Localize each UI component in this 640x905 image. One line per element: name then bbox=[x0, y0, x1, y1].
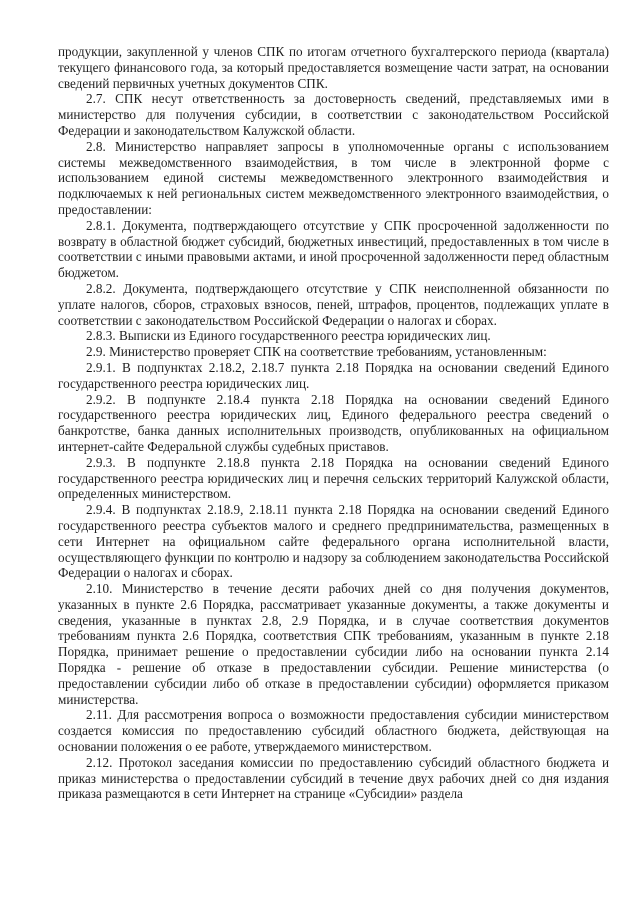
paragraph-2-9-4: 2.9.4. В подпунктах 2.18.9, 2.18.11 пункта 2.18 Порядка на основании сведений Единого государственного реестра субъектов малого и среднего предпринимательства, размещенных в сети Интернет на официальном сайте федерального органа исполнительной власти, осуществляющего функции по контролю и надзору за соблюдением законодательства Российской Федерации о налогах и сборах. bbox=[58, 502, 609, 581]
paragraph-2-10: 2.10. Министерство в течение десяти рабочих дней со дня получения документов, указанных в пункте 2.6 Порядка, рассматривает указанные документы, а также документы и сведения, указанные в пунктах 2.8, 2.9 Порядка, и в случае соответствия документов требованиям пункта 2.6 Порядка, соответствия СПК требованиям, указанным в пункте 2.18 Порядка, принимает решение о предоставлении субсидии либо на основании пункта 2.14 Порядка - решение об отказе в предоставлении субсидии. Решение министерства (о предоставлении субсидии либо об отказе в предоставлении субсидии) оформляется приказом министерства. bbox=[58, 581, 609, 707]
paragraph-2-11: 2.11. Для рассмотрения вопроса о возможности предоставления субсидии министерством создается комиссия по предоставлению субсидий областного бюджета, действующая на основании положения о ее работе, утверждаемого министерством. bbox=[58, 707, 609, 755]
paragraph-2-8: 2.8. Министерство направляет запросы в уполномоченные органы с использованием системы межведомственного взаимодействия, в том числе в электронной форме с использованием единой системы межведомственного электронного взаимодействия и подключаемых к ней региональных систем межведомственного электронного взаимодействия, о предоставлении: bbox=[58, 138, 609, 217]
paragraph-2-9-1: 2.9.1. В подпунктах 2.18.2, 2.18.7 пункта 2.18 Порядка на основании сведений Единого государственного реестра юридических лиц. bbox=[58, 359, 609, 391]
paragraph-continuation: продукции, закупленной у членов СПК по итогам отчетного бухгалтерского периода (квартала) текущего финансового года, за который предоставляется возмещение части затрат, на основании сведений первичных учетных документов СПК. bbox=[58, 44, 609, 91]
paragraph-2-8-1: 2.8.1. Документа, подтверждающего отсутствие у СПК просроченной задолженности по возврату в областной бюджет субсидий, бюджетных инвестиций, предоставленных в том числе в соответствии с иными правовыми актами, и иной просроченной задолженности перед областным бюджетом. bbox=[58, 217, 609, 281]
document-page bbox=[58, 44, 609, 802]
paragraph-2-9-2: 2.9.2. В подпункте 2.18.4 пункта 2.18 Порядка на основании сведений Единого государственного реестра юридических лиц, Единого федерального реестра сведений о банкротстве, банка данных исполнительных производств, опубликованных на официальном интернет-сайте Федеральной службы судебных приставов. bbox=[58, 391, 609, 454]
paragraph-2-9-3: 2.9.3. В подпункте 2.18.8 пункта 2.18 Порядка на основании сведений Единого государственного реестра юридических лиц и перечня сельских территорий Калужской области, определенных министерством. bbox=[58, 454, 609, 502]
paragraph-2-9: 2.9. Министерство проверяет СПК на соответствие требованиям, установленным: bbox=[86, 344, 547, 360]
paragraph-2-8-3: 2.8.3. Выписки из Единого государственного реестра юридических лиц. bbox=[86, 328, 491, 344]
paragraph-2-7: 2.7. СПК несут ответственность за достоверность сведений, представляемых ими в министерство для получения субсидии, в соответствии с законодательством Российской Федерации и законодательством Калужской области. bbox=[58, 91, 609, 138]
paragraph-2-8-2: 2.8.2. Документа, подтверждающего отсутствие у СПК неисполненной обязанности по уплате налогов, сборов, страховых взносов, пеней, штрафов, процентов, подлежащих уплате в соответствии с законодательством Российской Федерации о налогах и сборах. bbox=[58, 280, 609, 328]
paragraph-2-12: 2.12. Протокол заседания комиссии по предоставлению субсидий областного бюджета и приказ министерства о предоставлении субсидий в течение двух рабочих дней со дня издания приказа размещаются в сети Интернет на странице «Субсидии» раздела bbox=[58, 754, 609, 802]
